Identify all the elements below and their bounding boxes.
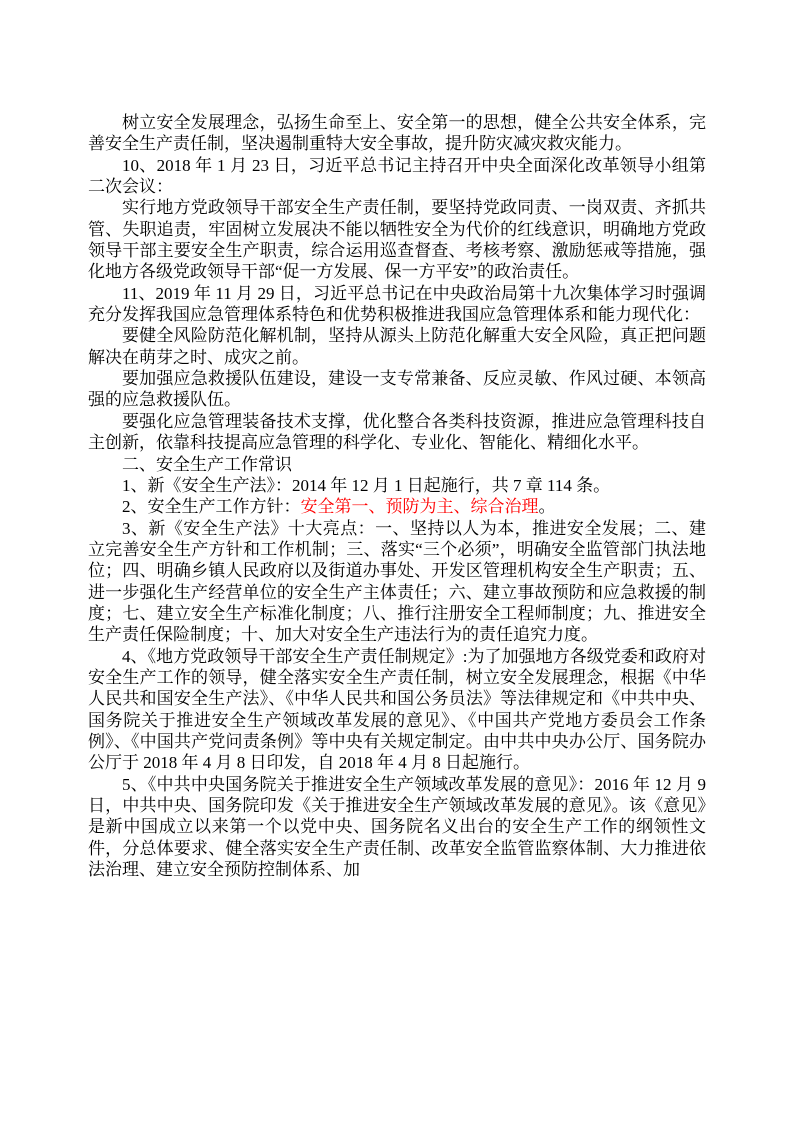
paragraph	[88, 283, 706, 326]
text-segment: 2、安全生产工作方针：	[122, 497, 301, 517]
paragraph	[88, 368, 706, 411]
paragraph	[88, 411, 706, 454]
paragraph	[88, 197, 706, 282]
text-segment: 4、《地方党政领导干部安全生产责任制规定》:为了加强地方各级党委和政府对安全生产工作的领导，健全落实安全生产责任制，树立安全发展理念，根据《中华人民共和国安全生产法》、《中华人民共和国公务员法》等法律规定和《中共中央、国务院关于推进安全生产领域改革发展的意见》、《中国共产党地方委员会工作条例》、《中国共产党问责条例》等中央有关规定制定。由中共中央办公厅、国务院办公厅于 2018 年 4 月 8 日印发，自 2018 年 4 月 8 日起施行。	[88, 646, 706, 773]
text-segment: 要加强应急救援队伍建设，建设一支专常兼备、反应灵敏、作风过硬、本领高强的应急救援队伍。	[88, 369, 706, 410]
paragraph	[88, 646, 706, 774]
text-segment: 11、2019 年 11 月 29 日，习近平总书记在中央政治局第十九次集体学习时强调充分发挥我国应急管理体系特色和优势积极推进我国应急管理体系和能力现代化：	[88, 283, 706, 325]
paragraph	[88, 112, 706, 155]
text-segment: 二、安全生产工作常识	[122, 454, 292, 474]
paragraph	[88, 518, 706, 646]
text-segment: 1、新《安全生产法》：2014 年 12 月 1 日起施行，共 7 章 114 条。	[122, 475, 611, 495]
text-segment: 3、新《安全生产法》十大亮点：一、坚持以人为本，推进安全发展；二、建立完善安全生产方针和工作机制；三、落实“三个必须”，明确安全监管部门执法地位；四、明确乡镇人民政府以及街道办事处、开发区管理机构安全生产职责；五、进一步强化生产经营单位的安全生产主体责任；六、建立事故预防和应急救援的制度；七、建立安全生产标准化制度；八、推行注册安全工程师制度；九、推进安全生产责任保险制度；十、加大对安全生产违法行为的责任追究力度。	[88, 518, 706, 645]
text-segment: 。	[538, 497, 556, 517]
paragraph	[88, 496, 706, 517]
text-segment: 要健全风险防范化解机制，坚持从源头上防范化解重大安全风险，真正把问题解决在萌芽之时、成灾之前。	[88, 326, 706, 367]
text-segment: 实行地方党政领导干部安全生产责任制，要坚持党政同责、一岗双责、齐抓共管、失职追责，牢固树立发展决不能以牺牲安全为代价的红线意识，明确地方党政领导干部主要安全生产职责，综合运用巡查督查、考核考察、激励惩戒等措施，强化地方各级党政领导干部“促一方发展、保一方平安”的政治责任。	[88, 198, 706, 282]
paragraph	[88, 774, 706, 881]
document-body	[88, 112, 706, 880]
paragraph	[88, 454, 706, 475]
paragraph	[88, 475, 706, 496]
paragraph	[88, 155, 706, 198]
text-segment: 5、《中共中央国务院关于推进安全生产领域改革发展的意见》：2016 年 12 月 9 日，中共中央、国务院印发《关于推进安全生产领域改革发展的意见》。该《意见》是新中国成立以来第一个以党中央、国务院名义出台的安全生产工作的纲领性文件，分总体要求、健全落实安全生产责任制、改革安全监管监察体制、大力推进依法治理、建立安全预防控制体系、加	[88, 774, 706, 880]
red-text-segment: 安全第一、预防为主、综合治理	[300, 497, 539, 517]
paragraph	[88, 325, 706, 368]
text-segment: 树立安全发展理念，弘扬生命至上、安全第一的思想，健全公共安全体系，完善安全生产责任制，坚决遏制重特大安全事故，提升防灾减灾救灾能力。	[88, 113, 706, 154]
text-segment: 要强化应急管理装备技术支撑，优化整合各类科技资源，推进应急管理科技自主创新，依靠科技提高应急管理的科学化、专业化、智能化、精细化水平。	[88, 411, 706, 453]
text-segment: 10、2018 年 1 月 23 日，习近平总书记主持召开中央全面深化改革领导小组第二次会议：	[88, 155, 706, 197]
